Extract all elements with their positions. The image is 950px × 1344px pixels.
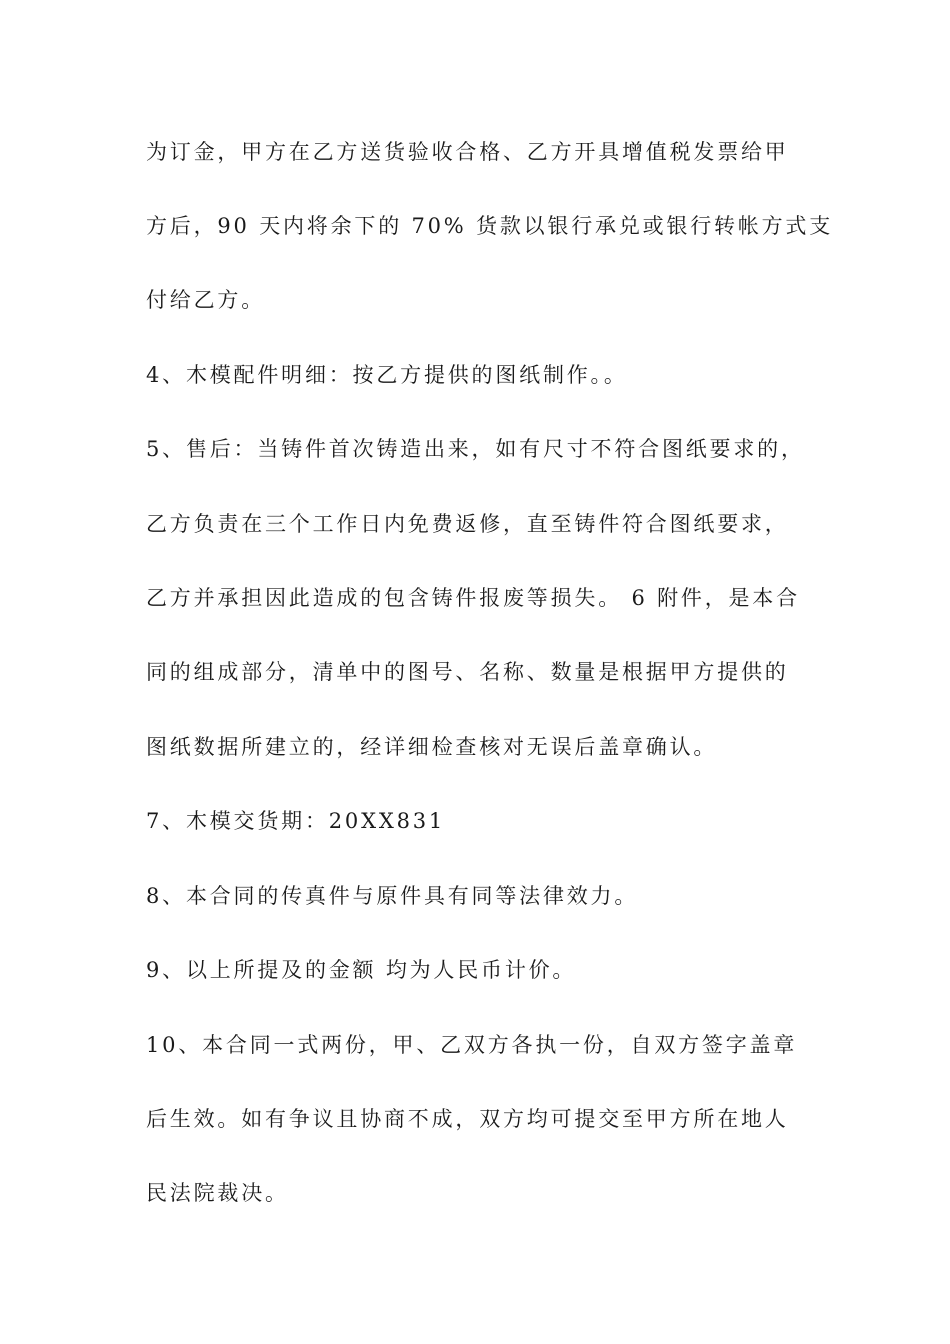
text-line: 为订金，甲方在乙方送货验收合格、乙方开具增值税发票给甲: [146, 140, 789, 164]
text-line: 付给乙方。: [146, 288, 265, 312]
text-line: 8、本合同的传真件与原件具有同等法律效力。: [146, 884, 639, 908]
text-line: 7、木模交货期：20XX831: [146, 809, 446, 833]
text-line: 乙方并承担因此造成的包含铸件报废等损失。 6 附件，是本合: [146, 586, 800, 610]
text-line: 乙方负责在三个工作日内免费返修，直至铸件符合图纸要求，: [146, 512, 789, 536]
text-line: 9、以上所提及的金额 均为人民币计价。: [146, 958, 577, 982]
text-line: 5、售后：当铸件首次铸造出来，如有尺寸不符合图纸要求的，: [146, 437, 805, 461]
text-line: 10、本合同一式两份，甲、乙双方各执一份，自双方签字盖章: [146, 1033, 798, 1057]
text-line: 后生效。如有争议且协商不成，双方均可提交至甲方所在地人: [146, 1107, 789, 1131]
text-line: 图纸数据所建立的，经详细检查核对无误后盖章确认。: [146, 735, 718, 759]
text-line: 4、木模配件明细：按乙方提供的图纸制作。。: [146, 363, 628, 387]
text-line: 民法院裁决。: [146, 1181, 289, 1205]
text-line: 同的组成部分，清单中的图号、名称、数量是根据甲方提供的: [146, 660, 789, 684]
text-line: 方后，90 天内将余下的 70% 货款以银行承兑或银行转帐方式支: [146, 214, 834, 238]
